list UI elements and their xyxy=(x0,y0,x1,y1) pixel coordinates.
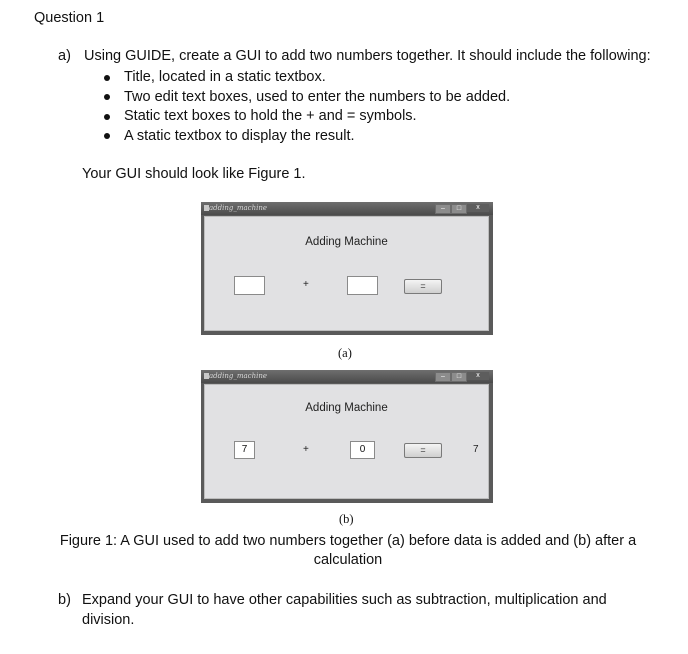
minimize-button[interactable]: – xyxy=(435,204,451,214)
equals-button[interactable]: = xyxy=(404,279,442,294)
follow-up-text: Your GUI should look like Figure 1. xyxy=(82,166,306,182)
list-item: Title, located in a static textbox. xyxy=(104,68,510,88)
close-button[interactable]: x xyxy=(467,372,489,380)
figure-client-area xyxy=(204,216,489,331)
maximize-button[interactable]: □ xyxy=(451,372,467,382)
requirements-list xyxy=(104,68,510,146)
window-title: adding_machine xyxy=(209,372,267,380)
part-a-text: Using GUIDE, create a GUI to add two numbers together. It should include the following: xyxy=(84,48,651,64)
number1-input[interactable] xyxy=(234,276,265,295)
part-b-text-continued: division. xyxy=(82,612,135,628)
bullet-icon xyxy=(104,75,110,81)
maximize-button[interactable]: □ xyxy=(451,204,467,214)
figure-b-window xyxy=(201,370,493,503)
gui-title: Adding Machine xyxy=(305,236,388,248)
figure-a-caption: (a) xyxy=(338,346,352,360)
part-a-label: a) xyxy=(58,48,71,64)
list-item: Two edit text boxes, used to enter the numbers to be added. xyxy=(104,88,510,108)
equals-button[interactable]: = xyxy=(404,443,442,458)
close-button[interactable]: x xyxy=(467,204,489,212)
bullet-icon xyxy=(104,94,110,100)
titlebar xyxy=(201,370,493,383)
figure-a-window xyxy=(201,202,493,335)
window-title: adding_machine xyxy=(209,204,267,212)
list-item: Static text boxes to hold the + and = symbols. xyxy=(104,107,510,127)
figure-caption: Figure 1: A GUI used to add two numbers together (a) before data is added and (b) after a calculation xyxy=(59,533,637,568)
gui-title: Adding Machine xyxy=(305,402,388,414)
minimize-button[interactable]: – xyxy=(435,372,451,382)
plus-symbol: + xyxy=(303,444,309,455)
number2-input[interactable] xyxy=(347,276,378,295)
bullet-icon xyxy=(104,114,110,120)
figure-client-area xyxy=(204,384,489,499)
number2-input[interactable]: 0 xyxy=(350,441,375,459)
plus-symbol: + xyxy=(303,279,309,290)
result-text: 7 xyxy=(473,444,479,455)
number1-input[interactable]: 7 xyxy=(234,441,255,459)
bullet-icon xyxy=(104,133,110,139)
part-b-label: b) xyxy=(58,592,71,608)
question-title: Question 1 xyxy=(34,10,105,26)
titlebar xyxy=(201,202,493,215)
figure-b-caption: (b) xyxy=(339,512,354,526)
part-a-heading xyxy=(58,48,651,64)
part-b-heading xyxy=(58,590,658,630)
list-item: A static textbox to display the result. xyxy=(104,127,510,147)
part-b-text: Expand your GUI to have other capabilities such as subtraction, multiplication and xyxy=(82,592,607,608)
